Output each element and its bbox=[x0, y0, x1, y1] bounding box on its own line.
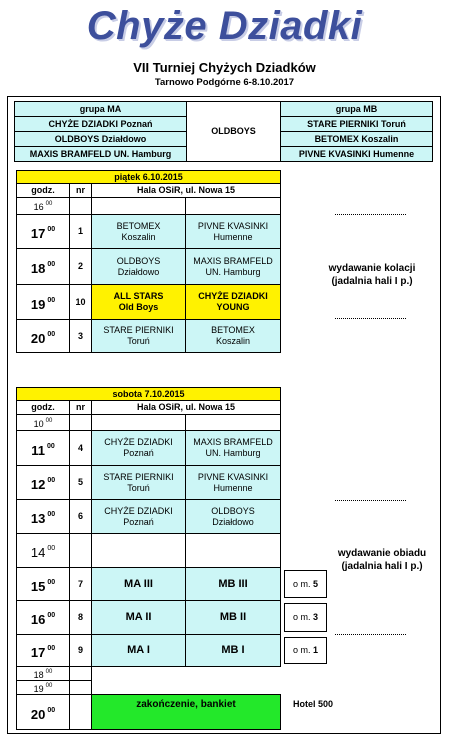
day2-time-12: 12 $^{00}$ bbox=[16, 465, 70, 500]
day2-col-nr: nr bbox=[69, 400, 92, 415]
day2-final-place: o m. 5 bbox=[284, 570, 327, 598]
day1-empty-b bbox=[185, 197, 281, 215]
day2-closing-place: Hotel 500 bbox=[292, 699, 334, 709]
day2-note: wydawanie obiadu (jadalnia hali I p.) bbox=[337, 548, 427, 572]
day2-final-team-b: MB II bbox=[185, 600, 281, 635]
day1-match-team-a: OLDBOYS Działdowo bbox=[91, 248, 186, 285]
day2-empty-nr bbox=[69, 533, 92, 568]
day2-title: sobota 7.10.2015 bbox=[16, 387, 281, 401]
day2-venue: Hala OSiR, ul. Nowa 15 bbox=[91, 400, 281, 415]
day2-match-team-a: CHYŻE DZIADKI Poznań bbox=[91, 430, 186, 466]
group-ma-label: grupa MA bbox=[14, 101, 187, 117]
day2-final-team-a: MA II bbox=[91, 600, 186, 635]
day2-empty-nr bbox=[69, 414, 92, 431]
day2-match-team-a: CHYŻE DZIADKI Poznań bbox=[91, 499, 186, 534]
day2-match-team-b: OLDBOYS Działdowo bbox=[185, 499, 281, 534]
day2-final-team-b: MB I bbox=[185, 634, 281, 667]
day2-time-19: 19 $^{00}$ bbox=[16, 680, 70, 695]
day2-empty-b bbox=[185, 533, 281, 568]
group-mb-team-2: BETOMEX Koszalin bbox=[280, 131, 433, 147]
logo: Chyże Dziadki bbox=[86, 4, 363, 48]
page-subtitle: Tarnowo Podgórne 6-8.10.2017 bbox=[154, 77, 295, 88]
day2-time-14: 14 $^{00}$ bbox=[16, 533, 70, 568]
day2-time-13: 13 $^{00}$ bbox=[16, 499, 70, 534]
day1-empty-nr bbox=[69, 197, 92, 215]
day1-match-nr: 1 bbox=[69, 214, 92, 249]
day2-empty-nr bbox=[69, 666, 92, 681]
day2-empty-a bbox=[91, 414, 186, 431]
day1-match-team-b: PIVNE KVASINKI Humenne bbox=[185, 214, 281, 249]
day2-match-nr: 9 bbox=[69, 634, 92, 667]
group-mb-team-3: PIVNE KVASINKI Humenne bbox=[280, 146, 433, 162]
day2-empty-b bbox=[185, 414, 281, 431]
day2-match-nr: 6 bbox=[69, 499, 92, 534]
day2-match-nr: 8 bbox=[69, 600, 92, 635]
day2-match-team-b: MAXIS BRAMFELD UN. Hamburg bbox=[185, 430, 281, 466]
divider-dotted bbox=[335, 500, 406, 501]
group-center: OLDBOYS bbox=[186, 101, 281, 162]
divider-dotted bbox=[335, 318, 406, 319]
day1-note: wydawanie kolacji (jadalnia hali I p.) bbox=[328, 263, 416, 287]
day2-time-20: 20 $^{00}$ bbox=[16, 694, 70, 730]
day2-final-team-a: MA III bbox=[91, 567, 186, 601]
day1-venue: Hala OSiR, ul. Nowa 15 bbox=[91, 183, 281, 198]
day1-match-team-a: BETOMEX Koszalin bbox=[91, 214, 186, 249]
day1-match-nr: 2 bbox=[69, 248, 92, 285]
day1-match-team-b: MAXIS BRAMFELD UN. Hamburg bbox=[185, 248, 281, 285]
day1-title: piątek 6.10.2015 bbox=[16, 170, 281, 184]
day1-time-18: 18 $^{00}$ bbox=[16, 248, 70, 285]
day2-match-nr: 5 bbox=[69, 465, 92, 500]
day2-time-11: 11 $^{00}$ bbox=[16, 430, 70, 466]
group-mb-team-1: STARE PIERNIKI Toruń bbox=[280, 116, 433, 132]
group-ma-team-3: MAXIS BRAMFELD UN. Hamburg bbox=[14, 146, 187, 162]
day1-empty-a bbox=[91, 197, 186, 215]
day1-match-nr: 3 bbox=[69, 319, 92, 353]
day2-final-place: o m. 3 bbox=[284, 603, 327, 632]
day2-closing: zakończenie, bankiet bbox=[91, 694, 281, 730]
divider-dotted bbox=[335, 634, 406, 635]
group-mb-label: grupa MB bbox=[280, 101, 433, 117]
page-title: VII Turniej Chyżych Dziadków bbox=[133, 60, 316, 75]
group-ma-team-2: OLDBOYS Działdowo bbox=[14, 131, 187, 147]
day1-col-time: godz. bbox=[16, 183, 70, 198]
day2-match-nr: 7 bbox=[69, 567, 92, 601]
day2-match-nr: 4 bbox=[69, 430, 92, 466]
day2-final-team-a: MA I bbox=[91, 634, 186, 667]
day1-col-nr: nr bbox=[69, 183, 92, 198]
day1-time-17: 17 $^{00}$ bbox=[16, 214, 70, 249]
divider-dotted bbox=[335, 214, 406, 215]
day2-final-team-b: MB III bbox=[185, 567, 281, 601]
day2-empty-a bbox=[91, 533, 186, 568]
day2-col-time: godz. bbox=[16, 400, 70, 415]
day2-match-team-b: PIVNE KVASINKI Humenne bbox=[185, 465, 281, 500]
day1-match-team-b: CHYŻE DZIADKI YOUNG bbox=[185, 284, 281, 320]
day1-time-19: 19 $^{00}$ bbox=[16, 284, 70, 320]
day2-final-place: o m. 1 bbox=[284, 637, 327, 664]
day1-match-team-b: BETOMEX Koszalin bbox=[185, 319, 281, 353]
day2-time-17: 17 $^{00}$ bbox=[16, 634, 70, 667]
day1-time-16: 16 $^{00}$ bbox=[16, 197, 70, 215]
day1-time-20: 20 $^{00}$ bbox=[16, 319, 70, 353]
day1-match-nr: 10 bbox=[69, 284, 92, 320]
day2-empty-nr bbox=[69, 694, 92, 730]
day1-match-team-a: ALL STARS Old Boys bbox=[91, 284, 186, 320]
day2-time-10: 10 $^{00}$ bbox=[16, 414, 70, 431]
day1-match-team-a: STARE PIERNIKI Toruń bbox=[91, 319, 186, 353]
day2-match-team-a: STARE PIERNIKI Toruń bbox=[91, 465, 186, 500]
day2-time-15: 15 $^{00}$ bbox=[16, 567, 70, 601]
day2-empty-nr bbox=[69, 680, 92, 695]
day2-time-18: 18 $^{00}$ bbox=[16, 666, 70, 681]
group-ma-team-1: CHYŻE DZIADKI Poznań bbox=[14, 116, 187, 132]
day2-time-16: 16 $^{00}$ bbox=[16, 600, 70, 635]
